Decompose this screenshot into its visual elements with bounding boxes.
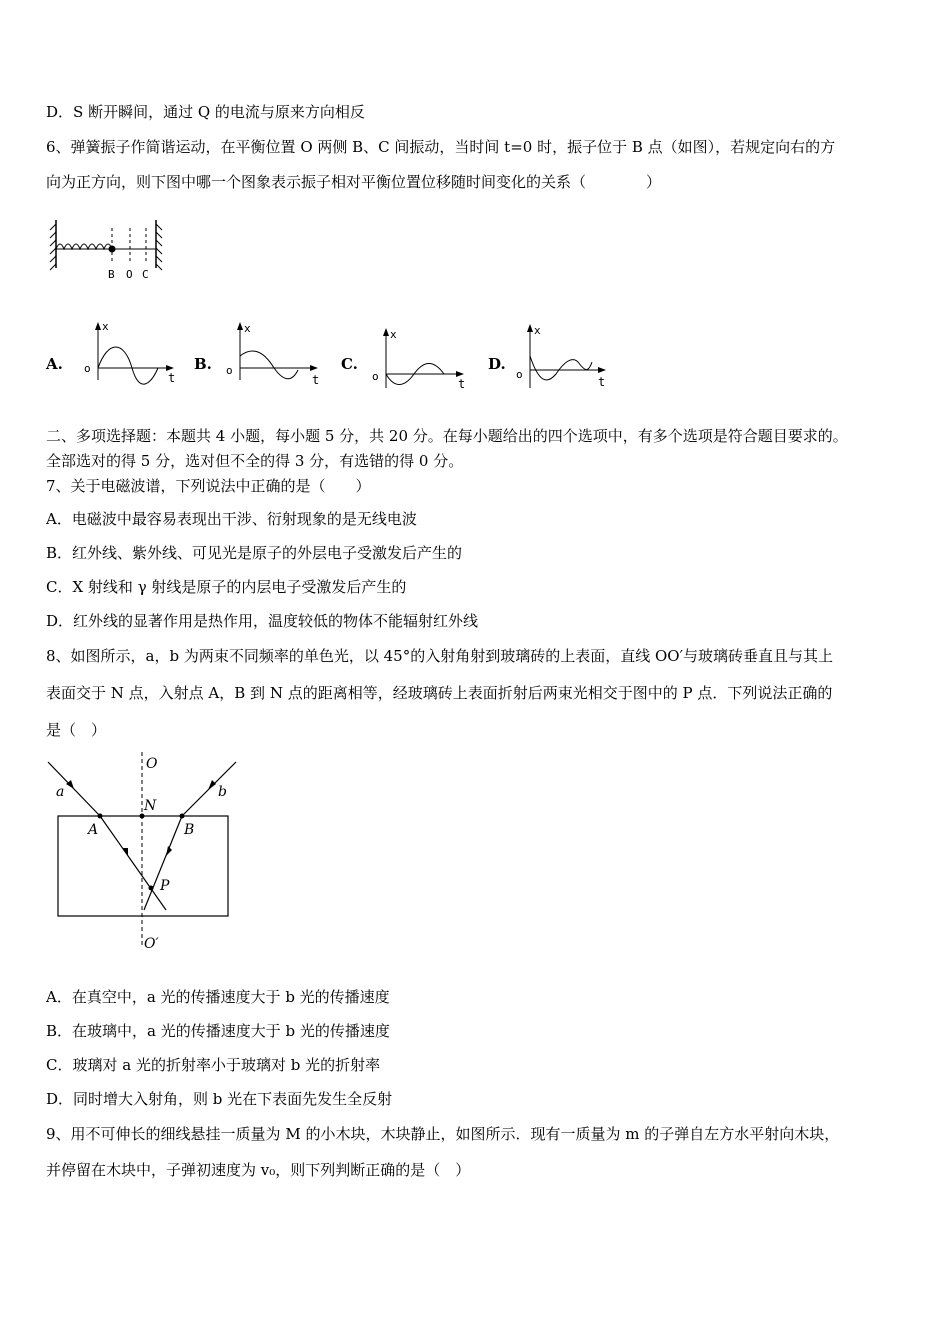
q7-option-c: C．X 射线和 γ 射线是原子的内层电子受激发后产生的: [46, 578, 407, 596]
q9-stem-line1: 9、用不可伸长的细线悬挂一质量为 M 的小木块，木块静止，如图所示．现有一质量为 m 的子弹自左方水平射向木块，: [46, 1125, 840, 1143]
origin-label: o: [84, 362, 91, 375]
q6-graph-d: [516, 322, 616, 394]
q8-option-d: D．同时增大入射角，则 b 光在下表面先发生全反射: [46, 1090, 393, 1108]
axis-x-label: x: [390, 328, 397, 341]
axis-t-label: t: [458, 377, 466, 391]
label-b-ray: b: [218, 784, 227, 800]
label-n: N: [144, 798, 157, 814]
q5-option-d: D．S 断开瞬间，通过 Q 的电流与原来方向相反: [46, 103, 365, 121]
section2-heading-line1: 二、多项选择题：本题共 4 小题，每小题 5 分，共 20 分。在每小题给出的四个选项中，有多个选项是符合题目要求的。: [46, 427, 848, 445]
q7-stem: 7、关于电磁波谱，下列说法中正确的是（ ）: [46, 477, 371, 495]
q8-option-b: B．在玻璃中，a 光的传播速度大于 b 光的传播速度: [46, 1022, 390, 1040]
q6-graph-a: [82, 320, 182, 390]
label-point-a: A: [88, 822, 99, 838]
q7-option-d: D．红外线的显著作用是热作用，温度较低的物体不能辐射红外线: [46, 612, 479, 630]
label-point-b: B: [184, 822, 195, 838]
axis-x-label: x: [534, 324, 541, 337]
label-a-ray: a: [56, 784, 65, 800]
label-o: O: [146, 756, 158, 772]
glass-refraction-figure: [44, 752, 244, 952]
axis-x-label: x: [102, 320, 109, 333]
q8-option-a: A．在真空中，a 光的传播速度大于 b 光的传播速度: [46, 988, 390, 1006]
label-o: O: [126, 268, 133, 281]
ray-a-refracted: [100, 816, 166, 910]
label-c: C: [142, 268, 149, 281]
spring-oscillator-figure: [48, 218, 168, 284]
q7-option-a: A．电磁波中最容易表现出干涉、衍射现象的是无线电波: [46, 510, 417, 528]
axis-t-label: t: [598, 375, 606, 389]
axis-t-label: t: [312, 373, 320, 387]
ray-b-refracted: [144, 816, 182, 910]
q9-stem-line2: 并停留在木块中，子弹初速度为 v₀，则下列判断正确的是（ ）: [46, 1161, 471, 1179]
q7-option-b: B．红外线、紫外线、可见光是原子的外层电子受激发后产生的: [46, 544, 463, 562]
axis-x-label: x: [244, 322, 251, 335]
q6-stem-line1: 6、弹簧振子作简谐运动，在平衡位置 O 两侧 B、C 间振动，当时间 t=0 时，振子位于 B 点（如图），若规定向右的方: [46, 138, 836, 156]
q8-stem-line2: 表面交于 N 点，入射点 A，B 到 N 点的距离相等，经玻璃砖上表面折射后两束光相交于图中的 P 点．下列说法正确的: [46, 684, 833, 702]
q8-stem-line1: 8、如图所示，a，b 为两束不同频率的单色光，以 45°的入射角射到玻璃砖的上表面，直线 OO′与玻璃砖垂直且与其上: [46, 647, 833, 665]
q8-stem-line3: 是（ ）: [46, 721, 107, 739]
label-p: P: [160, 878, 170, 894]
label-b: B: [108, 268, 115, 281]
section2-heading-line2: 全部选对的得 5 分，选对但不全的得 3 分，有选错的得 0 分。: [46, 452, 464, 470]
q6-graph-c: [372, 326, 472, 396]
glass-block: [58, 816, 228, 916]
q8-option-c: C．玻璃对 a 光的折射率小于玻璃对 b 光的折射率: [46, 1056, 381, 1074]
origin-label: o: [372, 370, 379, 383]
q6-stem-line2: 向为正方向，则下图中哪一个图象表示振子相对平衡位置位移随时间变化的关系（ ）: [46, 173, 662, 191]
q6-option-b-letter: B.: [194, 355, 212, 373]
origin-label: o: [516, 368, 523, 381]
label-o-prime: O′: [144, 936, 159, 952]
q6-option-a-letter: A.: [46, 355, 63, 373]
origin-label: o: [226, 364, 233, 377]
q6-option-d-letter: D.: [488, 355, 506, 373]
axis-t-label: t: [168, 371, 176, 385]
q6-graph-b: [226, 320, 326, 390]
q6-option-c-letter: C.: [341, 355, 358, 373]
